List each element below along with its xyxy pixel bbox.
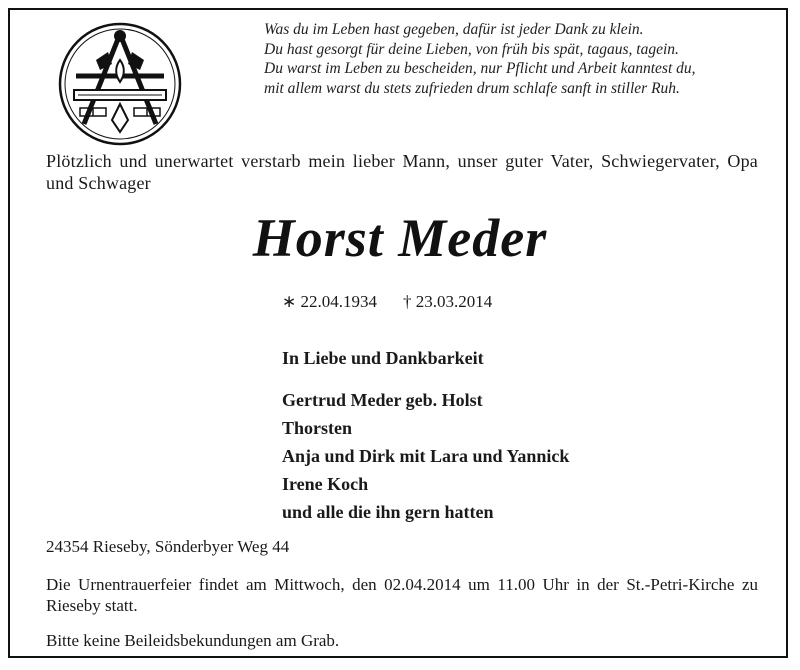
poem-line: Du warst im Leben zu bescheiden, nur Pflicht und Arbeit kanntest du, [264, 60, 696, 77]
poem-line: mit allem warst du stets zufrieden drum schlafe sanft in stiller Ruh. [264, 79, 680, 97]
mourner-name: Anja und Dirk mit Lara und Yannick [282, 446, 570, 466]
mourners-block [282, 344, 722, 526]
funeral-info: Die Urnentrauerfeier findet am Mittwoch, den 02.04.2014 um 11.00 Uhr in der St.-Petri-Kirche zu Rieseby statt. [46, 575, 758, 615]
poem-line: Was du im Leben hast gegeben, dafür ist jeder Dank zu klein. [264, 21, 644, 38]
obituary-notice [8, 8, 788, 658]
poem-line: Du hast gesorgt für deine Lieben, von früh bis spät, tagaus, tagein. [264, 40, 679, 58]
deceased-name: Horst Meder [252, 208, 548, 268]
mourner-name: Thorsten [282, 418, 353, 438]
mourner-name: Irene Koch [282, 474, 369, 494]
death-date: † 23.03.2014 [403, 292, 493, 311]
intro-text: Plötzlich und unerwartet verstarb mein lieber Mann, unser guter Vater, Schwiegervater, Opa und Schwager [46, 151, 758, 193]
life-dates [282, 292, 582, 312]
poem [264, 20, 774, 98]
craftsman-emblem-icon [56, 20, 184, 148]
mourner-name: und alle die ihn gern hatten [282, 502, 494, 522]
condolence-note: Bitte keine Beileidsbekundungen am Grab. [46, 631, 340, 650]
mourner-name: Gertrud Meder geb. Holst [282, 390, 483, 410]
mourners-heading: In Liebe und Dankbarkeit [282, 348, 484, 368]
address: 24354 Rieseby, Sönderbyer Weg 44 [46, 537, 290, 556]
birth-date: ∗ 22.04.1934 [282, 292, 377, 311]
